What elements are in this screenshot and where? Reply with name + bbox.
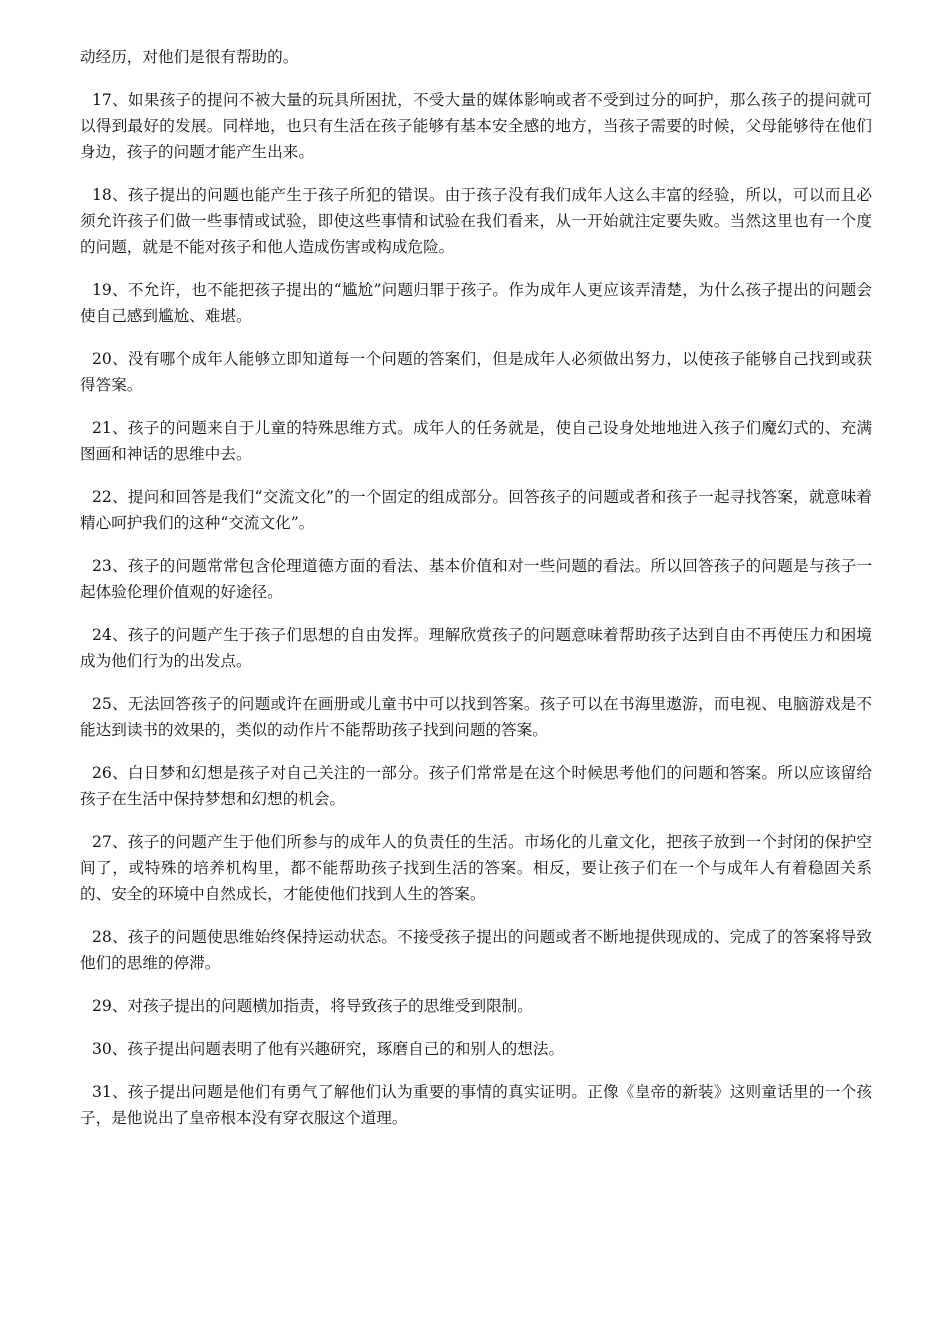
paragraph-22: 22、提问和回答是我们“交流文化”的一个固定的组成部分。回答孩子的问题或者和孩子一起寻找答案，就意味着精心呵护我们的这种“交流文化”。 bbox=[80, 488, 872, 532]
paragraph-21: 21、孩子的问题来自于儿童的特殊思维方式。成年人的任务就是，使自己设身处地地进入孩子们魔幻式的、充满图画和神话的思维中去。 bbox=[80, 419, 872, 463]
paragraph-25: 25、无法回答孩子的问题或许在画册或儿童书中可以找到答案。孩子可以在书海里遨游，而电视、电脑游戏是不能达到读书的效果的，类似的动作片不能帮助孩子找到问题的答案。 bbox=[80, 695, 872, 739]
paragraph-28: 28、孩子的问题使思维始终保持运动状态。不接受孩子提出的问题或者不断地提供现成的、完成了的答案将导致他们的思维的停滞。 bbox=[80, 928, 872, 972]
paragraph-31: 31、孩子提出问题是他们有勇气了解他们认为重要的事情的真实证明。正像《皇帝的新装》这则童话里的一个孩子，是他说出了皇帝根本没有穿衣服这个道理。 bbox=[80, 1083, 872, 1127]
paragraph-continuation: 动经历，对他们是很有帮助的。 bbox=[80, 48, 299, 66]
paragraph-30: 30、孩子提出问题表明了他有兴趣研究，琢磨自己的和别人的想法。 bbox=[92, 1040, 565, 1058]
paragraph-23: 23、孩子的问题常常包含伦理道德方面的看法、基本价值和对一些问题的看法。所以回答孩子的问题是与孩子一起体验伦理价值观的好途径。 bbox=[80, 557, 872, 601]
paragraph-27: 27、孩子的问题产生于他们所参与的成年人的负责任的生活。市场化的儿童文化，把孩子放到一个封闭的保护空间了，或特殊的培养机构里，都不能帮助孩子找到生活的答案。相反，要让孩子们在一个与成年人有着稳固关系的、安全的环境中自然成长，才能使他们找到人生的答案。 bbox=[80, 833, 872, 903]
paragraph-20: 20、没有哪个成年人能够立即知道每一个问题的答案们，但是成年人必须做出努力，以使孩子能够自己找到或获得答案。 bbox=[80, 350, 872, 394]
paragraph-24: 24、孩子的问题产生于孩子们思想的自由发挥。理解欣赏孩子的问题意味着帮助孩子达到自由不再使压力和困境成为他们行为的出发点。 bbox=[80, 626, 872, 670]
paragraph-18: 18、孩子提出的问题也能产生于孩子所犯的错误。由于孩子没有我们成年人这么丰富的经验，所以，可以而且必须允许孩子们做一些事情或试验，即使这些事情和试验在我们看来，从一开始就注定要失败。当然这里也有一个度的问题，就是不能对孩子和他人造成伤害或构成危险。 bbox=[80, 186, 872, 256]
paragraph-26: 26、白日梦和幻想是孩子对自己关注的一部分。孩子们常常是在这个时候思考他们的问题和答案。所以应该留给孩子在生活中保持梦想和幻想的机会。 bbox=[80, 764, 872, 808]
paragraph-29: 29、对孩子提出的问题横加指责，将导致孩子的思维受到限制。 bbox=[92, 997, 533, 1015]
paragraph-17: 17、如果孩子的提问不被大量的玩具所困扰，不受大量的媒体影响或者不受到过分的呵护，那么孩子的提问就可以得到最好的发展。同样地，也只有生活在孩子能够有基本安全感的地方，当孩子需要的时候，父母能够待在他们身边，孩子的问题才能产生出来。 bbox=[80, 91, 872, 161]
document-page bbox=[80, 44, 872, 1148]
paragraph-19: 19、不允许，也不能把孩子提出的“尴尬”问题归罪于孩子。作为成年人更应该弄清楚，为什么孩子提出的问题会使自己感到尴尬、难堪。 bbox=[80, 281, 872, 325]
